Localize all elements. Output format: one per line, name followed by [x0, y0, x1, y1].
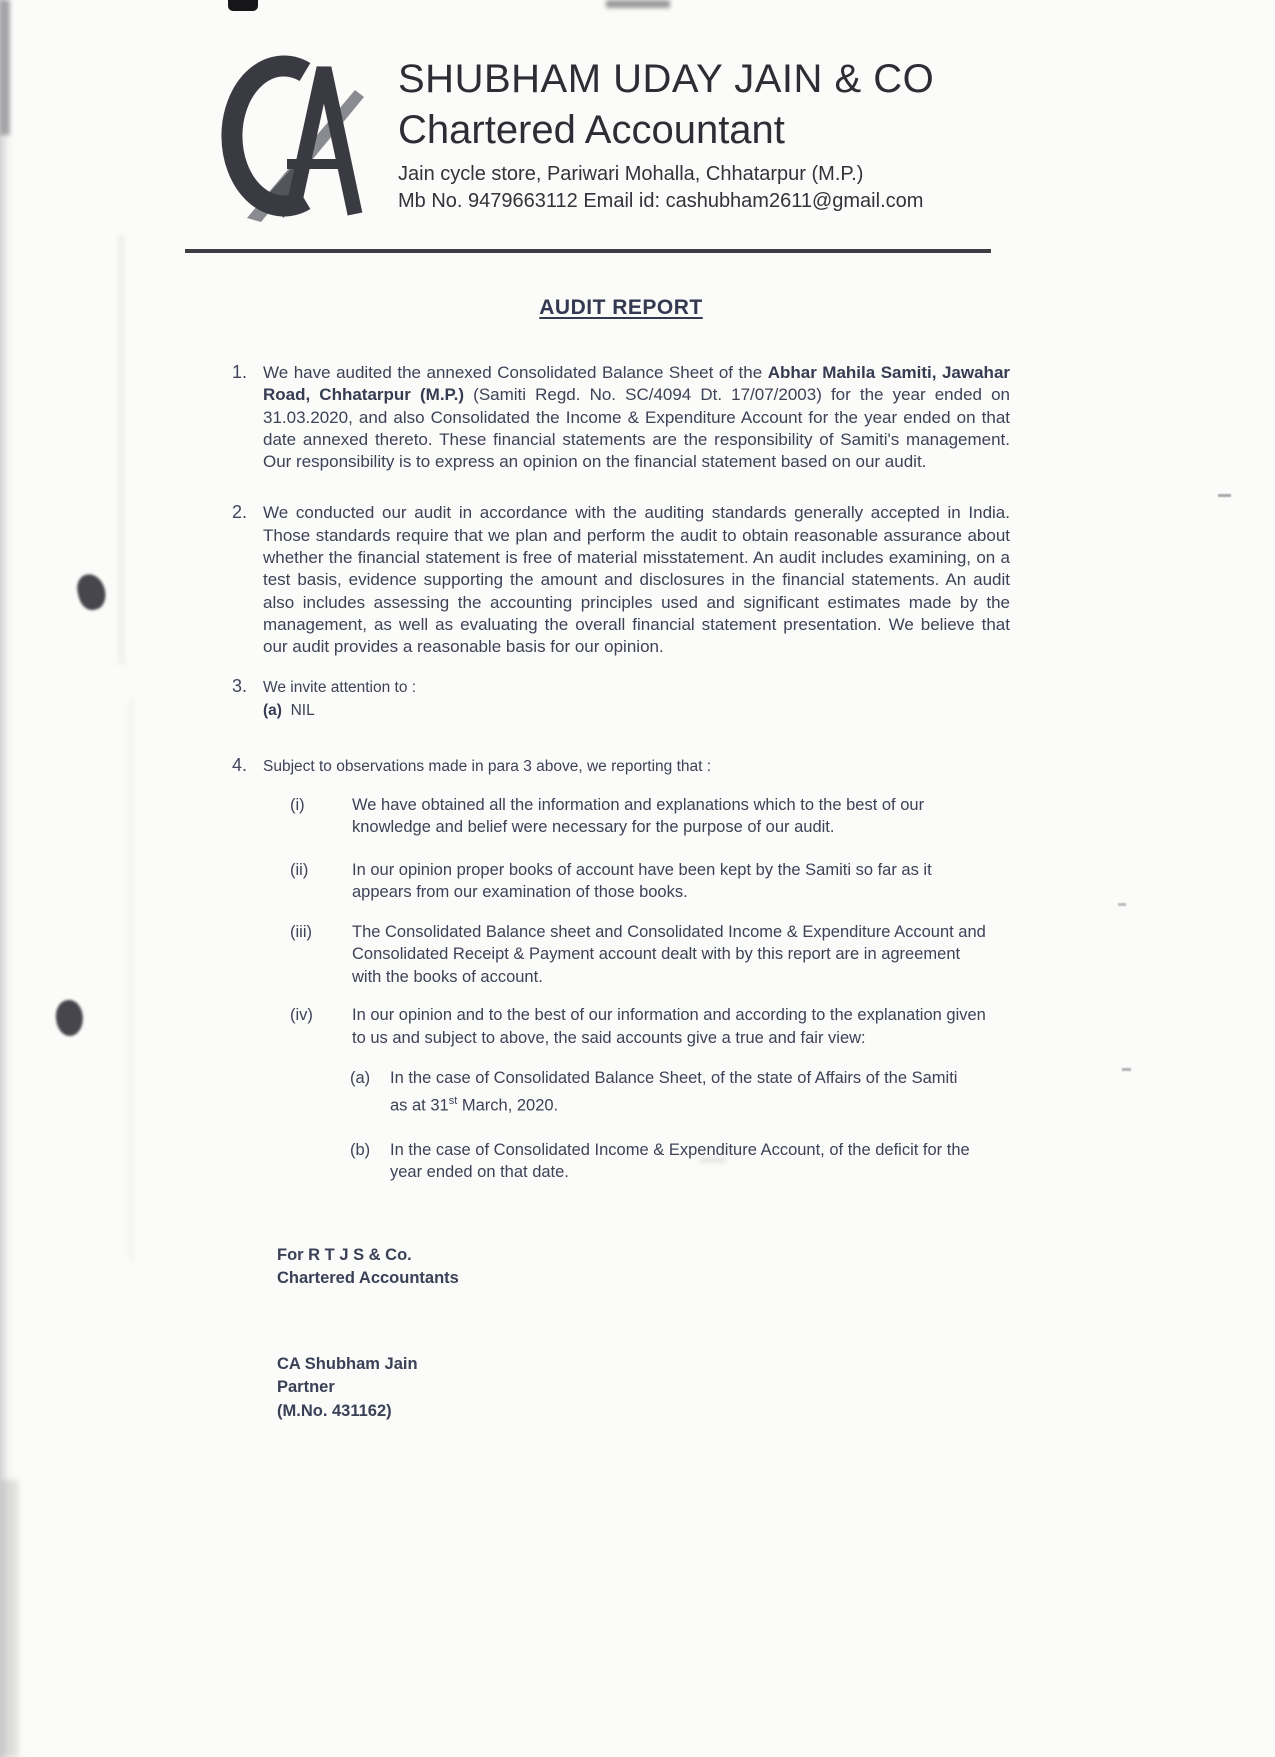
paragraph-4-number: 4. — [232, 754, 248, 775]
scan-streak-lower — [128, 700, 134, 1260]
signature-firm: For R T J S & Co. — [277, 1245, 412, 1264]
paragraph-3-number: 3. — [232, 675, 248, 696]
scan-speck-3 — [1122, 1068, 1131, 1071]
report-item-i-text: We have obtained all the information and explanations which to the best of our knowledge and belief were necessary for the purpose of our audit. — [352, 795, 925, 837]
paragraph-3-sub-text: NIL — [290, 701, 315, 719]
report-item-iv-label: (iv) — [290, 1006, 313, 1025]
opinion-item-b-text: In the case of Consolidated Income & Expenditure Account, of the deficit for the year ended on that date. — [390, 1140, 970, 1182]
paragraph-2 — [232, 502, 1010, 658]
scan-speck-2 — [1118, 903, 1126, 906]
opinion-item-a — [350, 1067, 1010, 1117]
firm-type: Chartered Accountant — [398, 108, 785, 152]
paragraph-3-sub-label: (a) — [263, 701, 282, 719]
signature-block — [277, 1244, 1010, 1424]
paragraph-3-line: We invite attention to : — [263, 678, 417, 696]
report-item-iv-text: In our opinion and to the best of our information and according to the explanation given to us and subject to above, the said accounts give a true and fair view: — [352, 1006, 986, 1047]
paragraph-4-text: Subject to observations made in para 3 above, we reporting that : — [263, 757, 712, 775]
opinion-item-a-post: March, 2020. — [457, 1096, 559, 1115]
scan-bottom-left-shadow — [0, 1480, 18, 1757]
scan-top-mark — [228, 0, 258, 11]
scan-top-smudge — [606, 0, 670, 8]
firm-contact: Mb No. 9479663112 Email id: cashubham2611@gmail.com — [398, 190, 924, 212]
opinion-item-a-label: (a) — [350, 1069, 371, 1088]
firm-name: SHUBHAM UDAY JAIN & CO — [398, 57, 935, 101]
paragraph-1-post: (Samiti Regd. No. SC/4094 Dt. 17/07/2003) for the year ended on 31.03.2020, and also Consolidated the Income & Expenditure Account for the year ended on that date annexed thereto. These financial statements are the responsibility of Samiti's management. Our responsibility is to express an opinion on the financial statement based on our audit. — [263, 385, 1010, 472]
report-item-i-label: (i) — [290, 795, 305, 814]
report-items — [290, 794, 1010, 1050]
report-item-ii — [290, 859, 1010, 904]
report-item-iii — [290, 921, 1010, 989]
report-item-iii-text: The Consolidated Balance sheet and Consolidated Income & Expenditure Account and Consolidated Receipt & Payment account dealt with by this report are in agreement with the books of account. — [352, 922, 986, 986]
scan-left-top-shadow — [0, 0, 10, 135]
paragraph-1-text — [263, 362, 1010, 473]
paragraph-3-sub-item — [263, 699, 1010, 722]
signature-firm-type: Chartered Accountants — [277, 1269, 459, 1288]
paragraph-4 — [232, 755, 1010, 778]
ca-monogram-logo-icon — [205, 50, 370, 222]
paragraph-2-text: We conducted our audit in accordance with the auditing standards generally accepted in India. Those standards require that we plan and perform the audit to obtain reasonable assurance about whether the financial statement is free of material misstatement. An audit includes examining, on a test basis, evidence supporting the amount and disclosures in the financial statements. An audit also includes assessing the accounting principles used and significant estimates made by the management, as well as evaluating the overall financial statement presentation. We believe that our audit provides a reasonable basis for our opinion. — [263, 503, 1010, 657]
signatory-designation: Partner — [277, 1378, 335, 1397]
paragraph-3-text — [263, 676, 1010, 722]
report-body — [232, 362, 1010, 1423]
scan-speck-1 — [1218, 494, 1231, 497]
report-item-iii-label: (iii) — [290, 922, 312, 941]
letterhead-rule — [185, 249, 991, 253]
paragraph-1-entity-name: Abhar Mahila Samiti, Jawahar Road, Chhatarpur (M.P.) — [263, 363, 1011, 405]
scan-streak-upper — [118, 235, 125, 665]
opinion-item-a-sup: st — [448, 1094, 458, 1107]
signatory-membership-number: (M.No. 431162) — [277, 1401, 392, 1420]
paragraph-1-pre: We have audited the annexed Consolidated Balance Sheet of the — [263, 363, 768, 382]
paragraph-1 — [232, 362, 1010, 473]
paragraph-1-number: 1. — [232, 362, 248, 382]
signatory-block — [277, 1353, 1010, 1424]
report-item-ii-text: In our opinion proper books of account have been kept by the Samiti so far as it appears from our examination of those books. — [352, 860, 932, 902]
report-item-ii-label: (ii) — [290, 860, 309, 879]
firm-address: Jain cycle store, Pariwari Mohalla, Chhatarpur (M.P.) — [398, 163, 864, 185]
opinion-items — [350, 1067, 1010, 1184]
scan-ink-blot-upper — [74, 571, 109, 612]
opinion-item-a-pre: In the case of Consolidated Balance Sheet, of the state of Affairs of the Samiti as at 31 — [390, 1069, 958, 1115]
paragraph-3 — [232, 676, 1010, 722]
paragraph-2-number: 2. — [232, 502, 248, 523]
opinion-item-b — [350, 1139, 1010, 1184]
document-title: AUDIT REPORT — [539, 296, 703, 319]
letterhead-text — [398, 50, 934, 222]
signatory-name: CA Shubham Jain — [277, 1354, 418, 1373]
scan-ink-blot-lower — [53, 998, 86, 1038]
report-item-iv — [290, 1004, 1010, 1049]
opinion-item-a-text — [390, 1067, 1010, 1117]
opinion-item-b-label: (b) — [350, 1140, 371, 1159]
report-item-i — [290, 794, 1010, 839]
letterhead — [205, 50, 934, 222]
